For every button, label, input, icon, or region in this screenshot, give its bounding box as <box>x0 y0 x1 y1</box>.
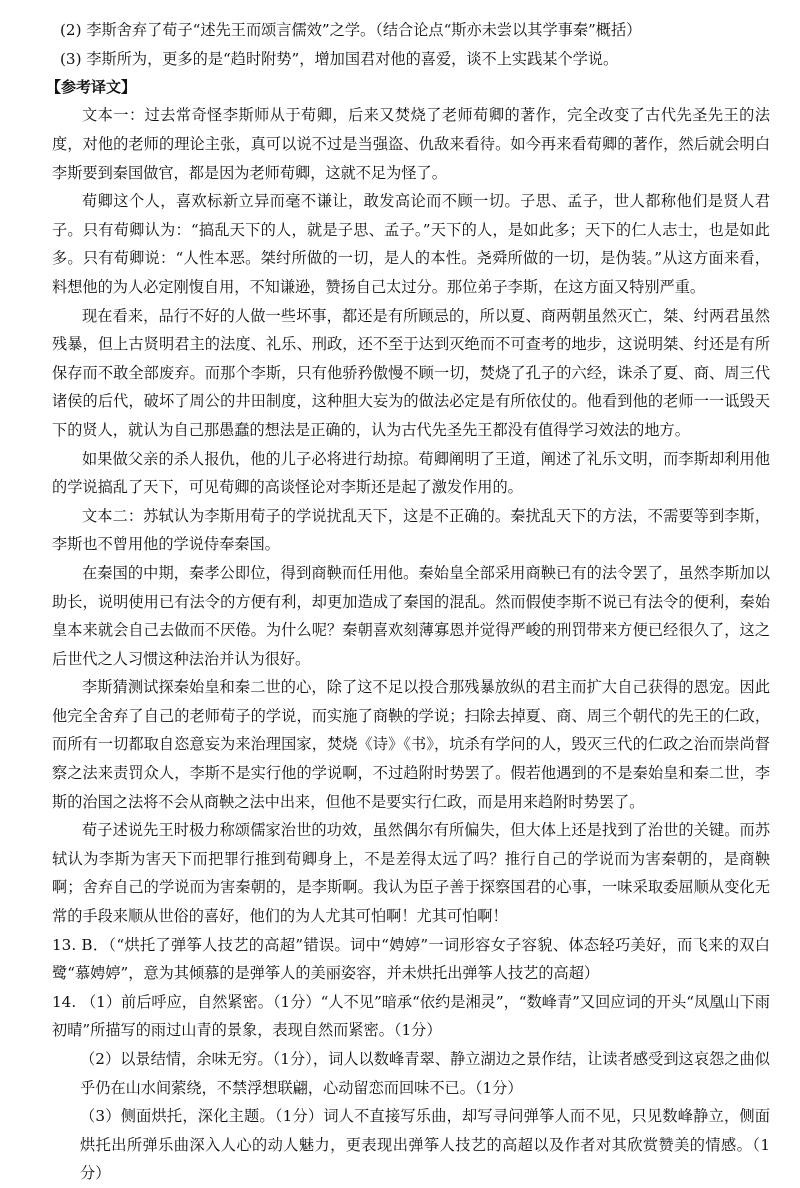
translation-paragraph: 荀子述说先王时极力称颂儒家治世的功效，虽然偶尔有所偏失，但大体上还是找到了治世的关键。而苏轼认为李斯为害天下而把罪行推到荀卿身上，不是差得太远了吗？推行自己的学说而为害秦朝的，是商鞅啊；舍弃自己的学说而为害秦朝的，是李斯啊。我认为臣子善于探察国君的心事，一味采取委屈顺从变化无常的手段来顺从世俗的喜好，他们的为人尤其可怕啊！尤其可怕啊！ <box>52 821 770 926</box>
translation-paragraph: 文本二：苏轼认为李斯用荀子的学说扰乱天下，这是不正确的。秦扰乱天下的方法，不需要等到李斯，李斯也不曾用他的学说侍奉秦国。 <box>52 506 770 554</box>
translation-paragraph: 现在看来，品行不好的人做一些坏事，都还是有所顾忌的，所以夏、商两朝虽然灭亡，桀、纣两君虽然残暴，但上古贤明君主的法度、礼乐、刑政，还不至于达到灭绝而不可查考的地步，这说明桀、纣还是有所保存而不敢全部废弃。而那个李斯，只有他骄矜傲慢不顾一切，焚烧了孔子的六经，诛杀了夏、商、周三代诸侯的后代，破坏了周公的井田制度，这种胆大妄为的做法必定是有所依仗的。他看到他的老师一一诋毁天下的贤人，就认为自己那愚蠢的想法是正确的，认为古代先圣先王都没有值得学习效法的地方。 <box>52 306 770 439</box>
translation-heading: 【参考译文】 <box>46 78 137 97</box>
translation-paragraph: 如果做父亲的杀人报仇，他的儿子必将进行劫掠。荀卿阐明了王道，阐述了礼乐文明，而李斯却利用他的学说搞乱了天下，可见荀卿的高谈怪论对李斯还是起了激发作用的。 <box>52 449 770 497</box>
answer-section <box>52 931 770 1188</box>
translation-paragraph: 李斯猜测试探秦始皇和秦二世的心，除了这不足以投合那残暴放纵的君主而扩大自己获得的恩宠。因此他完全舍弃了自己的老师荀子的学说，而实施了商鞅的学说；扫除去掉夏、商、周三个朝代的先王的仁政，而所有一切都取自恣意妄为来治理国家，焚烧《诗》《书》，坑杀有学问的人，毁灭三代的仁政之治而崇尚督察之法来责罚众人，李斯不是实行他的学说啊，不过趋附时势罢了。假若他遇到的不是秦始皇和秦二世，李斯的治国之法将不会从商鞅之法中出来，但他不是要实行仁政，而是用来趋附时势罢了。 <box>52 678 770 811</box>
translation-body <box>52 101 770 930</box>
answer-14-2: （2）以景结情，余味无穷。（1分），词人以数峰青翠、静立湖边之景作结，让读者感受到这哀怨之曲似乎仍在山水间萦绕，不禁浮想联翩，心动留恋而回味不已。（1分） <box>80 1050 770 1097</box>
answer-item-2: (2) 李斯舍弃了荀子“述先王而颂言儒效”之学。（结合论点“斯亦未尝以其学事秦”概括） <box>60 21 642 39</box>
translation-paragraph: 荀卿这个人，喜欢标新立异而毫不谦让，敢发高论而不顾一切。子思、孟子，世人都称他们是贤人君子。只有荀卿认为：“搞乱天下的人，就是子思、孟子。”天下的人，是如此多；天下的仁人志士，也是如此多。只有荀卿说：“人性本恶。桀纣所做的一切，是人的本性。尧舜所做的一切，是伪装。”从这方面来看，料想他的为人必定刚愎自用，不知谦逊，赞扬自己太过分。那位弟子李斯，在这方面又特别严重。 <box>52 192 770 296</box>
answer-14-3: （3）侧面烘托，深化主题。（1分）词人不直接写乐曲，却写寻问弹筝人而不见，只见数峰静立，侧面烘托出所弹乐曲深入人心的动人魅力，更表现出弹筝人技艺的高超以及作者对其欣赏赞美的情感。（1分） <box>80 1107 770 1183</box>
answer-13: 13. B．（“烘托了弹筝人技艺的高超”错误。词中“娉婷”一词形容女子容貌、体态轻巧美好，而飞来的双白鹭“慕娉婷”，意为其倾慕的是弹筝人的美丽姿容，并未烘托出弹筝人技艺的高超） <box>52 935 770 983</box>
answer-item-3: (3) 李斯所为，更多的是“趋时附势”，增加国君对他的喜爱，谈不上实践某个学说。 <box>60 49 619 68</box>
answer-14-1: 14. （1）前后呼应，自然紧密。（1分）“人不见”暗承“依约是湘灵”，“数峰青”又回应词的开头“凤凰山下雨初晴”所描写的雨过山青的景象，表现自然而紧密。（1分） <box>52 992 770 1040</box>
translation-paragraph: 在秦国的中期，秦孝公即位，得到商鞅而任用他。秦始皇全部采用商鞅已有的法令罢了，虽然李斯加以助长，说明使用已有法令的方便有利，却更加造成了秦国的混乱。然而假使李斯不说已有法令的便利，秦始皇本来就会自己去做而不厌倦。为什么呢？秦朝喜欢刻薄寡恩并觉得严峻的刑罚带来方便已经很久了，这之后世代之人习惯这种法治并认为很好。 <box>52 563 770 668</box>
translation-paragraph: 文本一：过去常奇怪李斯师从于荀卿，后来又焚烧了老师荀卿的著作，完全改变了古代先圣先王的法度，对他的老师的理论主张，真可以说不过是当强盗、仇敌来看待。如今再来看荀卿的著作，然后就会明白李斯要到秦国做官，都是因为老师荀卿，这就不足为怪了。 <box>52 106 770 182</box>
